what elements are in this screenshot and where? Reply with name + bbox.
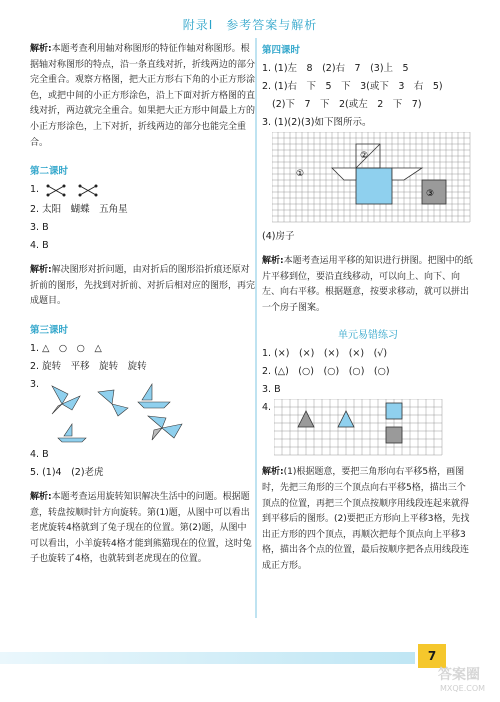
analysis-1 <box>30 42 255 151</box>
answer-2-4: 4. B <box>30 240 49 252</box>
grid-label-1: ① <box>296 169 305 179</box>
grid-label-2: ② <box>360 151 369 161</box>
answer-4-2b: (2)下 7 下 2(或左 2 下 7) <box>272 99 422 110</box>
analysis-4 <box>262 254 474 316</box>
analysis-label: 解析: <box>30 491 52 502</box>
answer-number: 1. <box>30 184 40 196</box>
analysis-text: 本题考查利用轴对称图形的特征作轴对称图形。根据轴对称图形的特点，沿一条直线对折，折线两边的部分完全重合。观察方格图，把大正方形右下角的小正方形涂色，或把中间的小正方形涂色，沿上下面对折方格图的直线对折，两边就完全重合。如果把大正方形中间最上方的小正方形涂色，上下对折，折线两边的部分也能完全重合。 <box>30 44 256 148</box>
analysis-label: 解析: <box>262 256 284 266</box>
answer-3-2: 2. 旋转 平移 旋转 旋转 <box>30 360 147 372</box>
answer-3-4: 4. B <box>30 448 49 460</box>
answer-2-2: 2. 太阳 蝴蝶 五角星 <box>30 204 128 216</box>
analysis-text: 解决图形对折问题，由对折后的图形沿折痕还原对折前的图形，先找到对折前、对折后相对应的图形，再完成题目。 <box>30 265 256 307</box>
answer-3-1: 1. △ ○ ○ △ <box>30 342 102 354</box>
watermark-url: MXQE.COM <box>440 684 486 693</box>
section-title-lesson-4: 第四课时 <box>262 45 301 56</box>
analysis-3 <box>30 490 255 568</box>
answer-4-3: 3. (1)(2)(3)如下图所示。 <box>262 117 372 128</box>
analysis-label: 解析: <box>30 44 52 54</box>
translation-grid-figure <box>272 132 472 224</box>
analysis-text: 本题考查运用旋转知识解决生活中的问题。根据题意，转盘按顺时针方向旋转。第(1)题，从图中可以看出老虎旋转4格就到了兔子现在的位置。第(2)题，从图中可以看出，小羊旋转4格才能到熊猫现在的位置，这时兔子也旋转了4格，也就转到老虎现在的位置。 <box>30 491 252 565</box>
answer-number: 4. <box>262 402 272 414</box>
page-number: 7 <box>418 644 446 668</box>
answer-3-3 <box>30 376 255 446</box>
answer-4-2a: 2. (1)右 下 5 下 3(或下 3 右 5) <box>262 81 443 92</box>
grid-label-3: ③ <box>426 189 435 199</box>
unit-review-title: 单元易错练习 <box>338 330 398 342</box>
answer-4-1: 1. (1)左 8 (2)右 7 (3)上 5 <box>262 63 409 74</box>
answer-3-5: 5. (1)4 (2)老虎 <box>30 466 104 478</box>
grid-svg <box>272 132 472 224</box>
analysis-2 <box>30 263 255 310</box>
analysis-label: 解析: <box>262 467 284 478</box>
answer-2-1 <box>30 181 255 201</box>
left-column <box>30 42 255 568</box>
matching-lines-figure <box>42 182 102 198</box>
answer-number: 3. <box>30 378 40 390</box>
unit-answer-1: 1. (×) (×) (×) (×) (√) <box>262 348 388 360</box>
analysis-label: 解析: <box>30 265 52 276</box>
column-divider <box>255 38 257 618</box>
analysis-5 <box>262 465 474 574</box>
pinwheel-boat-figure <box>42 376 202 444</box>
unit-answer-4 <box>262 399 474 459</box>
unit-answer-2: 2. (△) (○) (○) (○) (○) <box>262 366 390 378</box>
footer-bar <box>0 652 415 664</box>
section-title-lesson-3: 第三课时 <box>30 324 69 336</box>
unit-answer-3: 3. B <box>262 384 281 396</box>
header-title: 附录Ⅰ 参考答案与解析 <box>182 18 318 32</box>
section-title-lesson-2: 第二课时 <box>30 166 69 178</box>
triangle-square-grid <box>274 399 444 457</box>
analysis-text: 本题考查运用平移的知识进行拼图。把图中的纸片平移到位，要沿直线移动，可以向上、向下、向左、向右平移。根据题意，按要求移动，就可以拼出一个房子图案。 <box>262 256 473 313</box>
right-column <box>262 42 474 575</box>
answer-2-3: 3. B <box>30 222 49 234</box>
analysis-text: (1)根据题意，要把三角形向右平移5格，画图时，先把三角形的三个顶点向右平移5格，描出三个顶点的位置，再把三个顶点按顺序用线段连起来就得到平移后的图形。(2)要把正方形向上平移3格，先找出正方形的四个顶点，再顺次把每个顶点向上平移3格，描出各个点的位置，最后按顺序把各点用线段连成正方形。 <box>262 467 470 571</box>
answer-4-4: (4)房子 <box>262 231 295 242</box>
watermark-logo: 答案圈 <box>438 667 480 683</box>
